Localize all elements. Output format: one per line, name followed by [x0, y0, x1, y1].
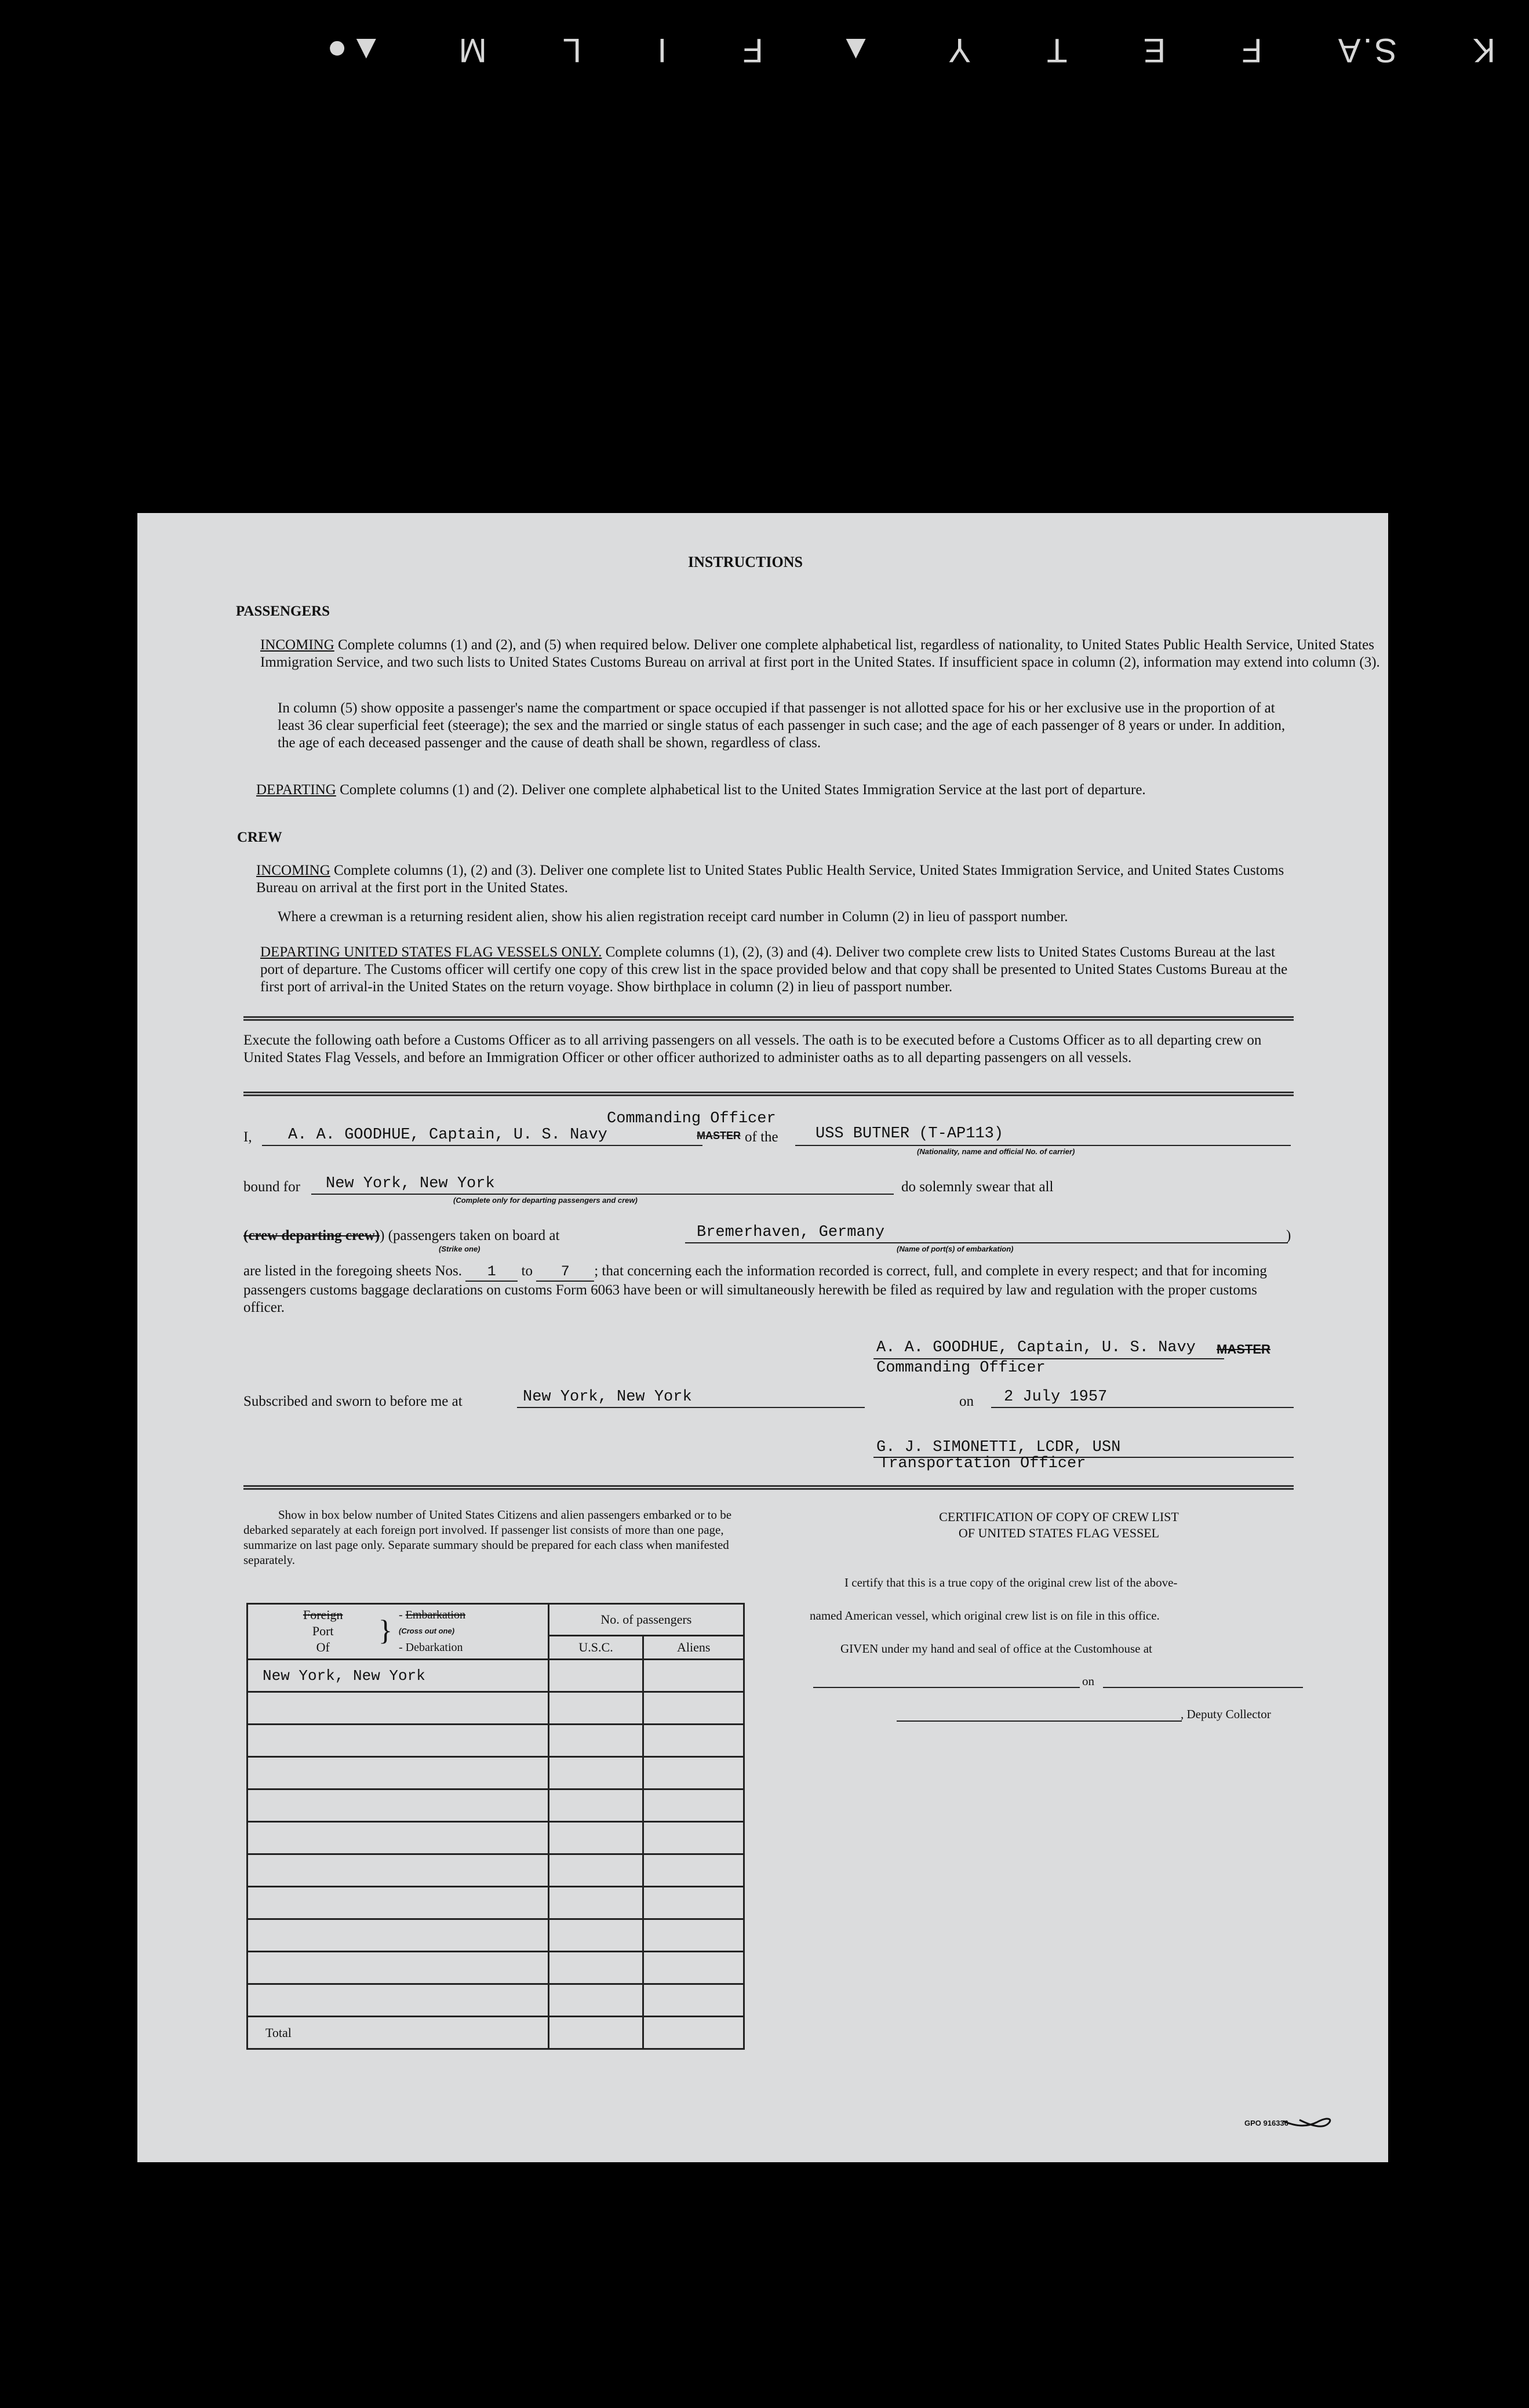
strip-char: M	[456, 31, 487, 70]
section-divider	[243, 1485, 1294, 1490]
sheets-label: are listed in the foregoing sheets Nos.	[243, 1263, 462, 1279]
header-cross-out: (Cross out one)	[399, 1627, 455, 1635]
officer-name: G. J. SIMONETTI, LCDR, USN	[876, 1439, 1121, 1456]
no-passengers-header: No. of passengers	[548, 1604, 744, 1636]
crew-incoming-text: Complete columns (1), (2) and (3). Deliver one complete list to United States Public Health Service, United States Immigration Service, and United States Customs Bureau on arrival at the first port in the United States.	[256, 863, 1284, 896]
gpo-code: GPO 916336	[1244, 2119, 1288, 2127]
strip-char: I	[655, 31, 667, 70]
port-cell	[247, 1692, 549, 1725]
deputy-signature-line	[897, 1720, 1182, 1722]
vessel-underline	[795, 1145, 1291, 1146]
table-row	[247, 1854, 744, 1887]
table-row	[247, 1660, 744, 1692]
passengers-taken-text: ) (passengers taken on board at	[380, 1228, 560, 1243]
subscribed-label: Subscribed and sworn to before me at	[243, 1394, 463, 1409]
port-of-embarkation: Bremerhaven, Germany	[697, 1224, 885, 1241]
port-header-cell: Foreign Port Of } - Embarkation (Cross out one) - Debarkation	[247, 1604, 549, 1660]
table-row	[247, 1789, 744, 1822]
sheet-to: 7	[536, 1263, 594, 1282]
swear-text: do solemnly swear that all	[901, 1179, 1054, 1195]
total-label: Total	[247, 2017, 549, 2049]
table-row	[247, 1692, 744, 1725]
table-row	[247, 1952, 744, 1984]
film-safety-strip	[325, 30, 1495, 71]
certification-title	[891, 1509, 1227, 1541]
passengers-heading: PASSENGERS	[236, 603, 330, 619]
passengers-departing-paragraph	[256, 781, 1299, 799]
struck-option: (crew departing crew)	[243, 1228, 380, 1243]
master-struck: MASTER	[697, 1130, 741, 1141]
certification-title-line2: OF UNITED STATES FLAG VESSEL	[958, 1526, 1160, 1540]
passengers-departing-label: DEPARTING	[256, 782, 336, 798]
passengers-incoming-label: INCOMING	[260, 637, 334, 653]
oath-instructions: Execute the following oath before a Customs Officer as to all arriving passengers on all vessels. The oath is to be executed before a Customs Officer as to all departing crew on United States Flag Vessels, and before an Immigration Officer or other officer authorized to administer oaths as to all departing passengers on all vessels.	[243, 1032, 1262, 1065]
date-underline	[991, 1407, 1294, 1408]
port-cell	[247, 1952, 549, 1984]
certification-title-line1: CERTIFICATION OF COPY OF CREW LIST	[939, 1509, 1179, 1524]
crew-resident-paragraph: Where a crewman is a returning resident alien, show his alien registration receipt card number in Column (2) in lieu of passport number.	[278, 909, 1068, 925]
sheets-paragraph	[243, 1263, 1293, 1316]
vessel-caption: (Nationality, name and official No. of carrier)	[917, 1147, 1075, 1156]
signature-master-struck: MASTER	[1217, 1342, 1270, 1356]
on-label: on	[959, 1394, 974, 1409]
deputy-collector-label: , Deputy Collector	[1181, 1707, 1271, 1721]
bound-for-value: New York, New York	[326, 1175, 495, 1192]
close-paren: )	[1286, 1228, 1291, 1243]
total-row	[247, 2017, 744, 2049]
summary-instructions: Show in box below number of United States Citizens and alien passengers embarked or to be debarked separately at each foreign port involved. If passenger list consists of more than one page, summarize on last page only. Separate summary should be prepared for each class when manifested separately.	[243, 1508, 732, 1567]
table-row	[247, 1984, 744, 2017]
page-title: INSTRUCTIONS	[688, 554, 803, 570]
port-cell	[247, 1887, 549, 1919]
certification-text3: GIVEN under my hand and seal of office at the Customhouse at	[840, 1642, 1152, 1656]
oath-i-label: I,	[243, 1129, 252, 1145]
certification-text2: named American vessel, which original crew list is on file in this office.	[810, 1609, 1160, 1623]
passengers-column5-paragraph: In column (5) show opposite a passenger's name the compartment or space occupied if that passenger is not allotted space for his or her exclusive use in the proportion of at least 36 clear superficial feet (steerage); the sex and the married or single status of each passenger in such case; and the age of each passenger of 8 years or under. In addition, the age of each deceased passenger and the cause of death shall be shown, regardless of class.	[278, 700, 1286, 751]
signature-title: Commanding Officer	[876, 1359, 1046, 1377]
crew-strike-line	[243, 1227, 559, 1245]
usc-header: U.S.C.	[548, 1636, 643, 1660]
crew-incoming-paragraph	[256, 862, 1299, 897]
place-underline	[517, 1407, 865, 1408]
port-underline	[685, 1242, 1288, 1243]
commanding-officer-label: Commanding Officer	[607, 1110, 776, 1127]
header-port: Port	[312, 1624, 334, 1638]
certification-text1: I certify that this is a true copy of the original crew list of the above-	[844, 1576, 1178, 1589]
crew-departing-text: Complete columns (1), (2), (3) and (4). Deliver two complete crew lists to United States Customs Bureau at the last port of departure. The Customs officer will certify one copy of this crew list in the space provided below and that copy shall be presented to United States Customs Bureau at the first port of arrival-in the United States on the return voyage. Show birthplace in column (2) in lieu of passport number.	[260, 944, 1288, 995]
subscribed-place: New York, New York	[523, 1388, 692, 1406]
section-divider	[243, 1092, 1294, 1096]
passenger-summary-table	[246, 1603, 745, 2050]
port-cell: New York, New York	[247, 1660, 549, 1692]
port-cell	[247, 1854, 549, 1887]
name-underline	[262, 1145, 702, 1146]
header-foreign: Foreign	[303, 1607, 343, 1622]
crew-departing-paragraph	[260, 944, 1298, 996]
strip-char: S.A	[1335, 31, 1397, 70]
table-row	[247, 1822, 744, 1854]
bound-for-label: bound for	[243, 1179, 300, 1195]
section-divider	[243, 1016, 1294, 1021]
strip-char: ▲●	[325, 31, 383, 70]
strip-char: F	[740, 31, 763, 70]
sheets-text: ; that concerning each the information recorded is correct, full, and complete in every respect; and that for incoming passengers customs baggage declarations on customs Form 6063 have been or will simultaneously herewith be filed as required by law and regulation with the proper customs officer.	[243, 1263, 1267, 1315]
passengers-incoming-text: Complete columns (1) and (2), and (5) when required below. Deliver one complete alphabetical list, regardless of nationality, to United States Public Health Service, United States Immigration Service, and two such lists to United States Customs Bureau on arrival at first port in the United States. If insufficient space in column (2), information may extend into column (3).	[260, 637, 1380, 670]
port-cell	[247, 1725, 549, 1757]
aliens-header: Aliens	[643, 1636, 744, 1660]
strip-char: L	[560, 31, 582, 70]
strip-char: E	[1141, 31, 1166, 70]
customhouse-line	[813, 1687, 1080, 1688]
port-cell	[247, 1757, 549, 1789]
document-page	[137, 513, 1388, 2162]
passengers-incoming-paragraph	[260, 636, 1388, 671]
to-label: to	[521, 1263, 533, 1279]
table-row	[247, 1725, 744, 1757]
strip-char: F	[1239, 31, 1262, 70]
officer-title: Transportation Officer	[879, 1455, 1086, 1472]
strip-char: ▲	[836, 31, 873, 70]
certification-on-label: on	[1082, 1674, 1094, 1688]
strip-char: K	[1470, 31, 1495, 70]
port-cell	[247, 1789, 549, 1822]
bound-for-caption: (Complete only for departing passengers and crew)	[453, 1196, 638, 1205]
strip-char: T	[1044, 31, 1068, 70]
crew-incoming-label: INCOMING	[256, 863, 330, 878]
certification-date-line	[1103, 1687, 1303, 1688]
port-cell	[247, 1984, 549, 2017]
header-debarkation: - Debarkation	[399, 1641, 463, 1654]
table-row	[247, 1887, 744, 1919]
table-row	[247, 1757, 744, 1789]
sheet-from: 1	[465, 1263, 518, 1282]
of-the-label: of the	[745, 1129, 778, 1145]
oath-name: A. A. GOODHUE, Captain, U. S. Navy	[288, 1126, 607, 1144]
port-caption: (Name of port(s) of embarkation)	[897, 1245, 1014, 1253]
passengers-departing-text: Complete columns (1) and (2). Deliver one complete alphabetical list to the United States Immigration Service at the last port of departure.	[340, 782, 1146, 798]
crew-departing-label: DEPARTING UNITED STATES FLAG VESSELS ONLY.	[260, 944, 602, 960]
port-cell	[247, 1822, 549, 1854]
header-embarkation: Embarkation	[405, 1609, 465, 1621]
header-of: Of	[316, 1640, 330, 1654]
vessel-name: USS BUTNER (T-AP113)	[816, 1125, 1004, 1143]
bound-for-underline	[311, 1194, 894, 1195]
strike-caption: (Strike one)	[439, 1245, 480, 1253]
strip-char: Y	[946, 31, 971, 70]
table-row	[247, 1919, 744, 1952]
pen-flourish-icon	[1282, 2108, 1334, 2131]
oath-date: 2 July 1957	[1004, 1388, 1108, 1406]
crew-heading: CREW	[237, 830, 282, 845]
signature-name: A. A. GOODHUE, Captain, U. S. Navy	[876, 1339, 1196, 1356]
port-cell	[247, 1919, 549, 1952]
